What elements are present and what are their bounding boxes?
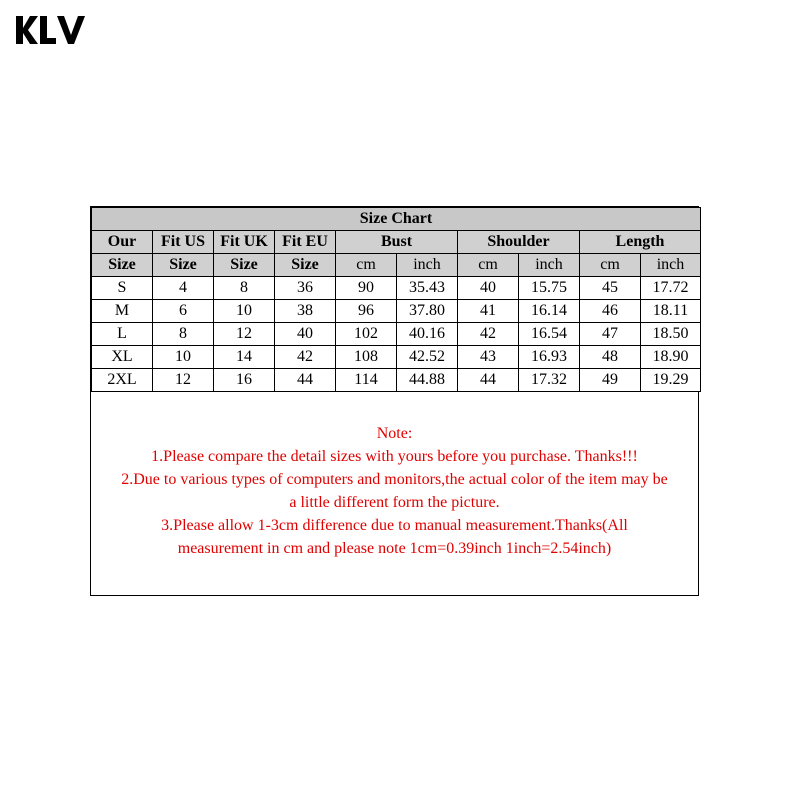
table-cell: 15.75 [519, 277, 580, 300]
header-bust: Bust [336, 231, 458, 254]
unit-bust-cm: cm [336, 254, 397, 277]
table-cell: XL [92, 346, 153, 369]
table-row [92, 346, 701, 369]
table-cell: 96 [336, 300, 397, 323]
note-line-3b: measurement in cm and please note 1cm=0.39inch 1inch=2.54inch) [177, 540, 612, 557]
table-title: Size Chart [92, 208, 701, 231]
table-cell: L [92, 323, 153, 346]
table-cell: 42 [275, 346, 336, 369]
table-cell: 49 [580, 369, 641, 392]
table-cell: 8 [214, 277, 275, 300]
table-cell: 36 [275, 277, 336, 300]
table-cell: 114 [336, 369, 397, 392]
table-cell: 35.43 [397, 277, 458, 300]
notes-title: Note: [376, 425, 413, 442]
header-us-size-sub: Size [153, 254, 214, 277]
table-cell: 46 [580, 300, 641, 323]
header-uk-size-sub: Size [214, 254, 275, 277]
note-line-3a: 3.Please allow 1-3cm difference due to manual measurement.Thanks(All [161, 517, 628, 534]
table-cell: 42 [458, 323, 519, 346]
brand-logo-mark [16, 12, 86, 46]
table-cell: 40 [458, 277, 519, 300]
unit-shoulder-inch: inch [519, 254, 580, 277]
table-row [92, 277, 701, 300]
size-table [91, 207, 701, 392]
table-cell: 108 [336, 346, 397, 369]
table-cell: 16.54 [519, 323, 580, 346]
notes-section [91, 392, 698, 560]
table-cell: 10 [153, 346, 214, 369]
table-cell: 40 [275, 323, 336, 346]
brand-logo [16, 12, 86, 46]
note-line-2b: a little different form the picture. [289, 494, 500, 511]
table-cell: M [92, 300, 153, 323]
table-cell: 102 [336, 323, 397, 346]
table-cell: 16.93 [519, 346, 580, 369]
header-shoulder: Shoulder [458, 231, 580, 254]
table-cell: 18.50 [641, 323, 701, 346]
table-cell: 40.16 [397, 323, 458, 346]
header-length: Length [580, 231, 701, 254]
header-our-size: Our [92, 231, 153, 254]
table-cell: 43 [458, 346, 519, 369]
table-cell: 41 [458, 300, 519, 323]
table-cell: 6 [153, 300, 214, 323]
table-cell: 44.88 [397, 369, 458, 392]
table-cell: 90 [336, 277, 397, 300]
table-cell: 16 [214, 369, 275, 392]
note-line-1: 1.Please compare the detail sizes with yours before you purchase. Thanks!!! [151, 448, 638, 465]
table-cell: 44 [458, 369, 519, 392]
table-cell: 48 [580, 346, 641, 369]
table-cell: 45 [580, 277, 641, 300]
table-cell: 18.11 [641, 300, 701, 323]
table-cell: 12 [214, 323, 275, 346]
header-eu-size: Fit EU [275, 231, 336, 254]
unit-length-inch: inch [641, 254, 701, 277]
table-cell: 42.52 [397, 346, 458, 369]
table-cell: 47 [580, 323, 641, 346]
table-cell: S [92, 277, 153, 300]
table-row [92, 369, 701, 392]
unit-length-cm: cm [580, 254, 641, 277]
table-row [92, 300, 701, 323]
header-us-size: Fit US [153, 231, 214, 254]
table-cell: 18.90 [641, 346, 701, 369]
header-our-size-sub: Size [92, 254, 153, 277]
unit-bust-inch: inch [397, 254, 458, 277]
table-row [92, 323, 701, 346]
table-cell: 4 [153, 277, 214, 300]
table-cell: 17.72 [641, 277, 701, 300]
size-chart [90, 206, 699, 596]
header-uk-size: Fit UK [214, 231, 275, 254]
table-cell: 10 [214, 300, 275, 323]
table-cell: 8 [153, 323, 214, 346]
unit-shoulder-cm: cm [458, 254, 519, 277]
table-cell: 19.29 [641, 369, 701, 392]
table-cell: 16.14 [519, 300, 580, 323]
table-cell: 2XL [92, 369, 153, 392]
table-cell: 17.32 [519, 369, 580, 392]
table-cell: 37.80 [397, 300, 458, 323]
table-cell: 38 [275, 300, 336, 323]
table-cell: 14 [214, 346, 275, 369]
note-line-2a: 2.Due to various types of computers and monitors,the actual color of the item may be [121, 471, 668, 488]
table-cell: 12 [153, 369, 214, 392]
header-eu-size-sub: Size [275, 254, 336, 277]
table-cell: 44 [275, 369, 336, 392]
